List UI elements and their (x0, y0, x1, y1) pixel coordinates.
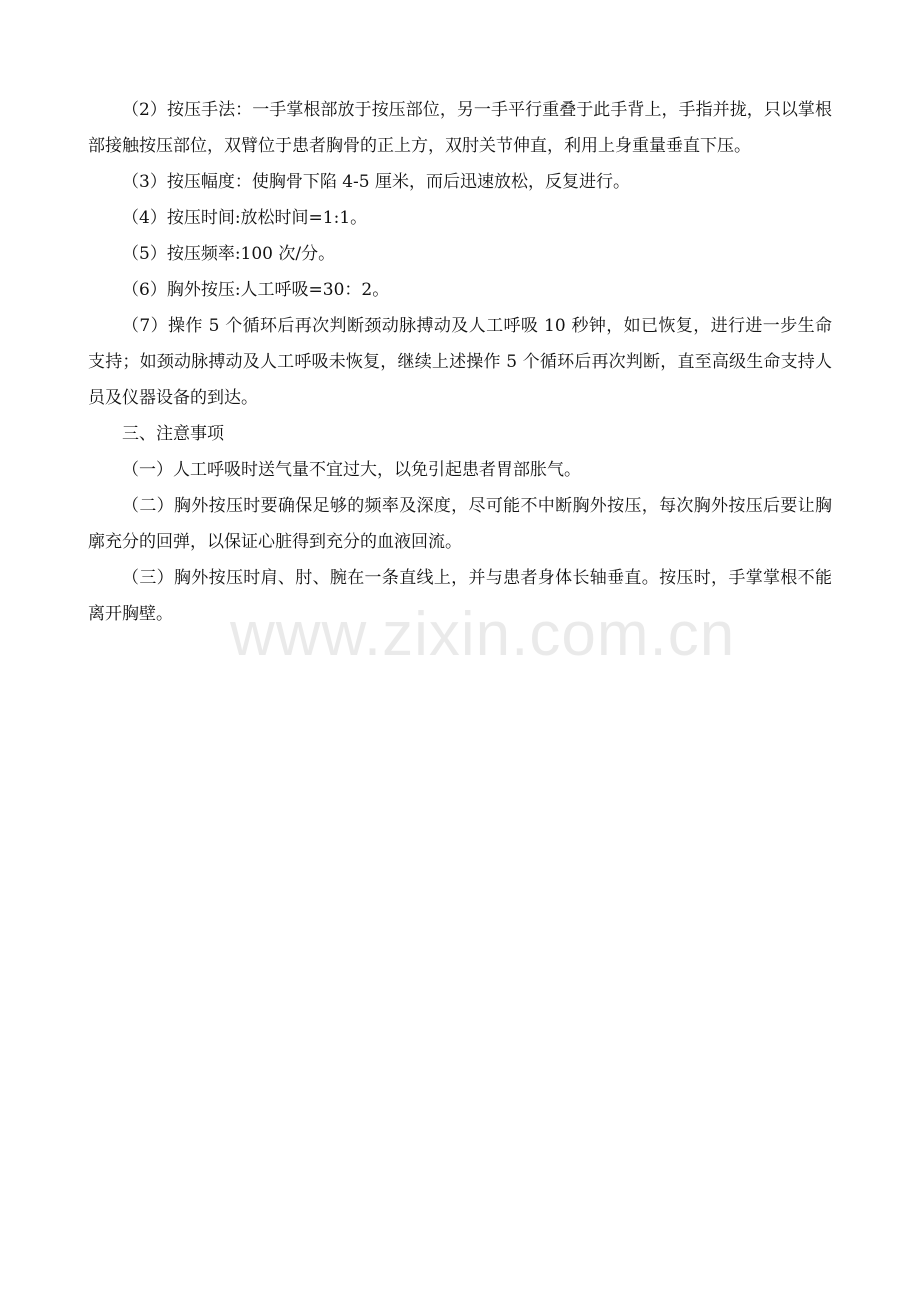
note-item: （三）胸外按压时肩、肘、腕在一条直线上，并与患者身体长轴垂直。按压时，手掌掌根不能离开胸壁。 (88, 568, 832, 624)
paragraph-press-rate: （5）按压频率:100 次/分。 (122, 244, 336, 264)
paragraph-press-time: （4）按压时间:放松时间=1:1。 (122, 208, 368, 228)
document-body (88, 92, 832, 632)
paragraph-cycle-assessment: （7）操作 5 个循环后再次判断颈动脉搏动及人工呼吸 10 秒钟，如已恢复，进行进一步生命支持；如颈动脉搏动及人工呼吸未恢复，继续上述操作 5 个循环后再次判断，直至高级生命支持人员及仪器设备的到达。 (88, 316, 832, 408)
watermark-text: www.zixin.com.cn (230, 600, 736, 669)
paragraph-press-depth: （3）按压幅度：使胸骨下陷 4-5 厘米，而后迅速放松，反复进行。 (122, 172, 630, 192)
section-heading-notes: 三、注意事项 (122, 424, 224, 444)
paragraph-ratio: （6）胸外按压:人工呼吸=30：2。 (122, 280, 390, 300)
paragraph-press-technique: （2）按压手法：一手掌根部放于按压部位，另一手平行重叠于此手背上，手指并拢，只以掌根部接触按压部位，双臂位于患者胸骨的正上方，双肘关节伸直，利用上身重量垂直下压。 (88, 100, 832, 156)
note-item: （二）胸外按压时要确保足够的频率及深度，尽可能不中断胸外按压，每次胸外按压后要让胸廓充分的回弹，以保证心脏得到充分的血液回流。 (88, 496, 832, 552)
note-item: （一）人工呼吸时送气量不宜过大，以免引起患者胃部胀气。 (122, 460, 581, 480)
